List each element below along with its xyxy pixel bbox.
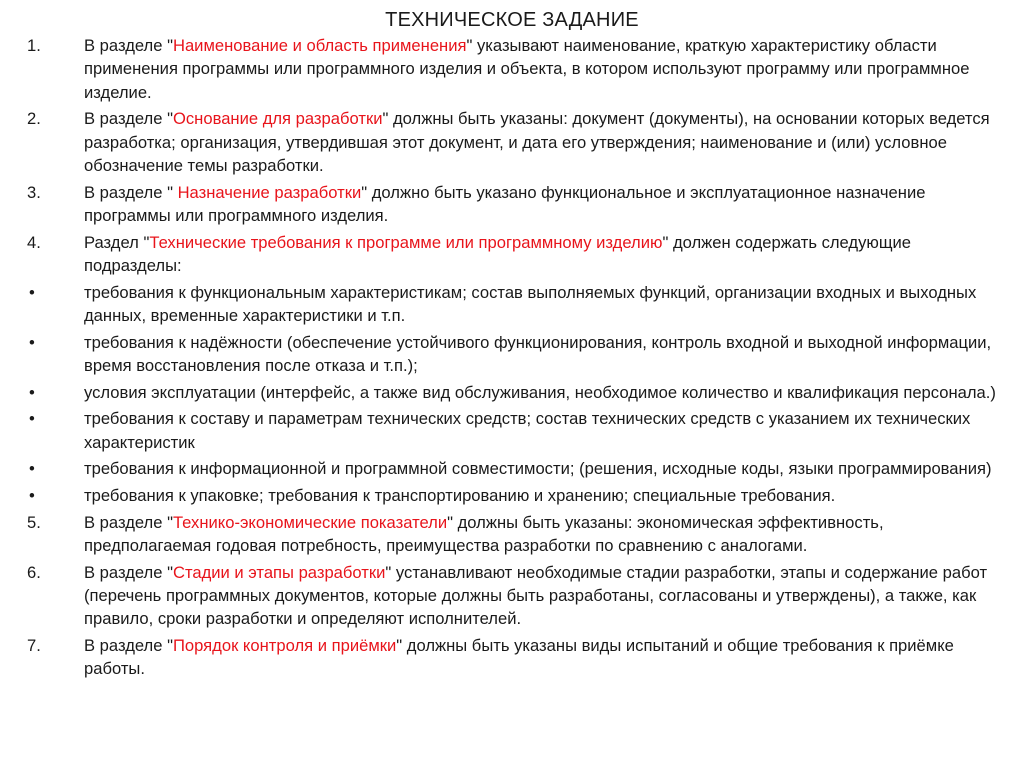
section-name-highlight: Технико-экономические показатели [172,512,448,532]
section-name-highlight: Назначение разработки [177,182,362,202]
page-title: ТЕХНИЧЕСКОЕ ЗАДАНИЕ [385,9,639,31]
item-text: Раздел " [84,232,150,252]
section-name-highlight: Порядок контроля и приёмки [172,636,397,655]
item-text: " устанавливают необходимые стадии разработки, этапы и содержание работ (перечень программных документов, которые должны быть разработаны, согласованы и утверждены), а также, как правило, сроки разработки и определяют исполнителей. [84,562,988,629]
item-number: 5. [27,512,41,532]
list-item [0,561,1024,631]
item-number: 3. [27,182,41,202]
item-number: 2. [27,109,41,129]
section-name-highlight: Наименование и область применения [172,36,467,55]
section-name-highlight: Стадии и этапы разработки [172,562,386,582]
item-text: " должен содержать следующие подразделы: [84,232,911,276]
item-text: В разделе " [84,512,173,532]
item-text: требования к информационной и программной совместимости; (решения, исходные коды, языки программирования) [84,459,992,479]
item-text: В разделе " [84,36,173,55]
list-item [0,181,1024,228]
bullet-item [0,331,1024,378]
bullet-item [0,281,1024,328]
bullet-marker: • [29,332,35,352]
list-item [0,634,1024,681]
item-number: 7. [27,636,41,655]
list-item [0,511,1024,558]
item-text: " должны быть указаны: документ (документы), на основании которых ведется разработка; организация, утвердившая этот документ, и дата его утверждения; наименование и (или) условное обозначение темы разработки. [84,109,990,176]
item-text: требования к надёжности (обеспечение устойчивого функционирования, контроль входной и выходной информации, время восстановления после отказа и т.п.); [84,332,992,376]
item-text: В разделе " [84,636,173,655]
item-text: условия эксплуатации (интерфейс, а также вид обслуживания, необходимое количество и квалификация персонала.) [84,382,996,402]
item-number: 4. [27,232,41,252]
item-text: требования к составу и параметрам технических средств; состав технических средств с указанием их технических характеристик [84,409,971,452]
item-text: В разделе " [84,182,178,202]
bullet-item [0,484,1024,507]
item-number: 6. [27,562,41,582]
item-text: " должно быть указано функциональное и эксплуатационное назначение программы или программного изделия. [84,182,926,226]
bullet-item [0,457,1024,480]
item-text: В разделе " [84,109,173,129]
section-name-highlight: Технические требования к программе или программному изделию [149,232,663,252]
bullet-item [0,407,1024,454]
bullet-item [0,381,1024,404]
bullet-marker: • [29,459,35,479]
item-text: В разделе " [84,562,173,582]
item-text: " указывают наименование, краткую характеристику области применения программы или программного изделия и объекта, в котором используют программу или программное изделие. [84,36,970,102]
item-text: требования к упаковке; требования к транспортированию и хранению; специальные требования. [84,486,836,505]
section-name-highlight: Основание для разработки [172,109,383,129]
list-item [0,107,1024,177]
bullet-marker: • [29,486,35,505]
bullet-marker: • [29,409,35,429]
bullet-marker: • [29,382,35,402]
requirements-list [0,34,1024,684]
bullet-marker: • [29,282,35,302]
list-item [0,231,1024,278]
item-text: " должны быть указаны виды испытаний и общие требования к приёмке работы. [84,636,954,679]
item-text: требования к функциональным характеристикам; состав выполняемых функций, организации входных и выходных данных, временные характеристики и т.п. [84,282,977,326]
item-number: 1. [27,36,41,55]
item-text: " должны быть указаны: экономическая эффективность, предполагаемая годовая потребность, преимущества разработки по сравнению с аналогами. [84,512,884,555]
list-item [0,34,1024,104]
